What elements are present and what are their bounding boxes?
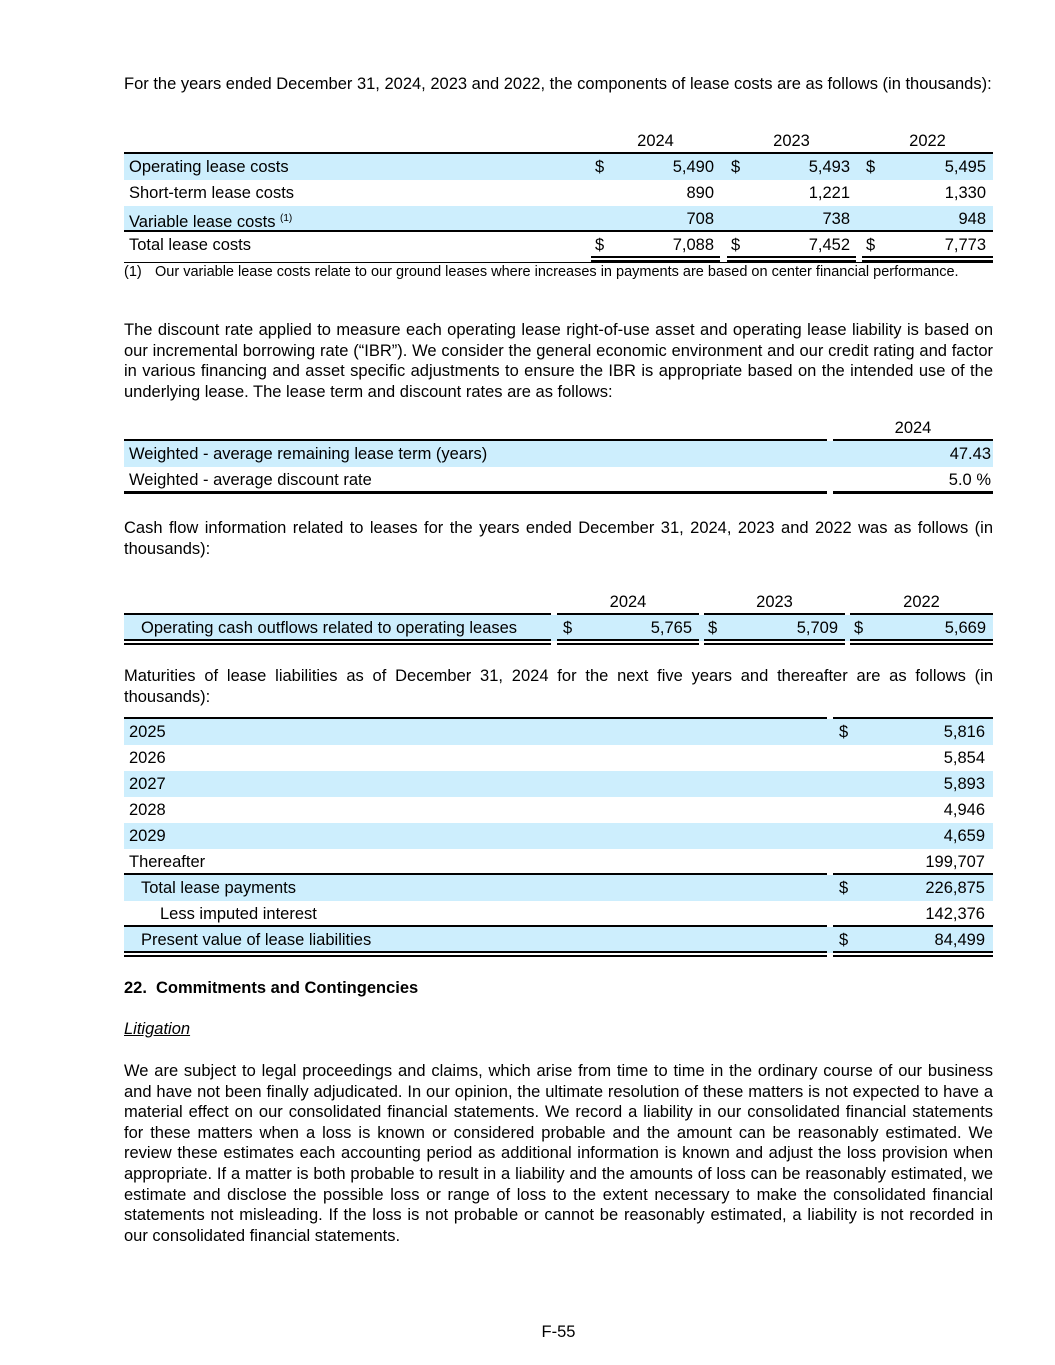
value-2023: 1,221 [808,184,850,202]
row-label: 2029 [129,827,166,845]
table-row-total [124,927,993,953]
row-label: Present value of lease liabilities [141,931,372,949]
value-2024: 708 [686,210,714,228]
row-label-text: Variable lease costs [129,213,276,231]
litigation-subheading: Litigation [124,1020,191,1038]
maturities-paragraph: Maturities of lease liabilities as of December 31, 2024 for the next five years and thereafter are as follows (in thousands): [124,667,993,706]
row-label: Operating lease costs [129,158,289,176]
row-label: 2026 [129,749,166,767]
row-label: Total lease payments [141,879,297,897]
value-2022: 5,495 [944,158,986,176]
table-row [124,441,993,467]
value-2022: 1,330 [944,184,986,202]
row-label: 2028 [129,801,166,819]
row-value: 5,893 [943,775,985,793]
row-value: 142,376 [925,905,985,923]
dollar-sign: $ [866,236,876,254]
table-row [124,154,993,180]
footnote-ref: (1) [280,213,293,224]
page-number: F-55 [541,1323,576,1341]
table-row [124,745,993,771]
year-header-2024: 2024 [609,593,647,611]
row-value: 199,707 [925,853,985,871]
dollar-sign: $ [866,158,876,176]
dollar-sign: $ [731,158,741,176]
cash-flow-paragraph: Cash flow information related to leases for the years ended December 31, 2024, 2023 and 2022 was as follows (in thousands): [124,519,993,558]
lease-costs-intro: For the years ended December 31, 2024, 2023 and 2022, the components of lease costs are as follows (in thousands): [124,75,992,93]
year-header-2024: 2024 [637,132,674,150]
table-row [124,771,993,797]
value-2024: 5,490 [672,158,714,176]
value-2023: 738 [822,210,850,228]
table-row [124,615,993,641]
footnote-text: Our variable lease costs relate to our ground leases where increases in payments are based on center financial performance. [155,264,959,280]
row-label: 2025 [129,723,166,741]
table-row [124,849,993,875]
table-row [124,719,993,745]
dollar-sign: $ [839,931,849,949]
row-label: Weighted - average discount rate [129,471,372,489]
dollar-sign: $ [563,619,573,637]
table-row [124,823,993,849]
row-label: Short-term lease costs [129,184,295,202]
row-value: 84,499 [934,931,985,949]
value-2023: 7,452 [808,236,850,254]
row-value: 4,946 [943,801,985,819]
row-value: 5,816 [943,723,985,741]
discount-rate-paragraph: The discount rate applied to measure each operating lease right-of-use asset and operating lease liability is based on our incremental borrowing rate (“IBR”). We consider the general economic environment and our credit rating and factor in various financing and asset specific adjustments to ensure the IBR is appropriate based on the intended use of the underlying lease. The lease term and discount rates are as follows: [124,321,993,401]
section-number: 22. [124,979,147,997]
row-label: 2027 [129,775,166,793]
year-header-2023: 2023 [756,593,793,611]
dollar-sign: $ [839,879,849,897]
value-2024: 5,765 [650,619,692,637]
section-title: Commitments and Contingencies [156,979,419,997]
dollar-sign: $ [839,723,849,741]
value-2022: 948 [958,210,986,228]
row-label: Weighted - average remaining lease term (years) [129,445,488,463]
value-2023: 5,709 [796,619,838,637]
table-row-total [124,875,993,901]
litigation-paragraph: We are subject to legal proceedings and claims, which arise from time to time in the ordinary course of our business and have not been finally adjudicated. In our opinion, the ultimate resolution of these matters is not expected to have a material effect on our consolidated financial statements. We record a liability in our consolidated financial statements for these matters when a loss is known or considered probable and the amount can be reasonably estimated. We review these estimates each accounting period as additional information is known and adjust the loss provision when appropriate. If a matter is both probable to result in a liability and the amounts of loss can be reasonably estimated, we estimate and disclose the possible loss or range of loss to the extent necessary to make the consolidated financial statements not misleading. If the loss is not probable or cannot be reasonably estimated, a liability is not recorded in our consolidated financial statements. [124,1062,993,1245]
dollar-sign: $ [595,236,605,254]
row-label: Total lease costs [129,236,251,254]
table-row-total [124,232,993,258]
value-2022: 7,773 [944,236,986,254]
table-row [124,206,993,232]
row-label [129,206,292,232]
row-value: 5,854 [943,749,985,767]
year-header-2022: 2022 [903,593,940,611]
year-header-2023: 2023 [773,132,810,150]
year-header-2022: 2022 [909,132,946,150]
dollar-sign: $ [708,619,718,637]
row-value: 4,659 [943,827,985,845]
row-value: 47.43 [949,445,991,463]
value-2024: 7,088 [672,236,714,254]
table-row [124,901,993,927]
dollar-sign: $ [854,619,864,637]
value-2024: 890 [686,184,714,202]
table-row [124,467,993,493]
row-label: Less imputed interest [160,905,317,923]
dollar-sign: $ [595,158,605,176]
row-value: 226,875 [925,879,985,897]
table-row [124,797,993,823]
footnote-marker: (1) [124,264,142,280]
value-2023: 5,493 [808,158,850,176]
dollar-sign: $ [731,236,741,254]
year-header-2024: 2024 [894,419,932,437]
table-row [124,180,993,206]
row-label: Thereafter [129,853,206,871]
row-label: Operating cash outflows related to operating leases [141,619,518,637]
value-2022: 5,669 [944,619,986,637]
row-value: 5.0 % [948,471,991,489]
